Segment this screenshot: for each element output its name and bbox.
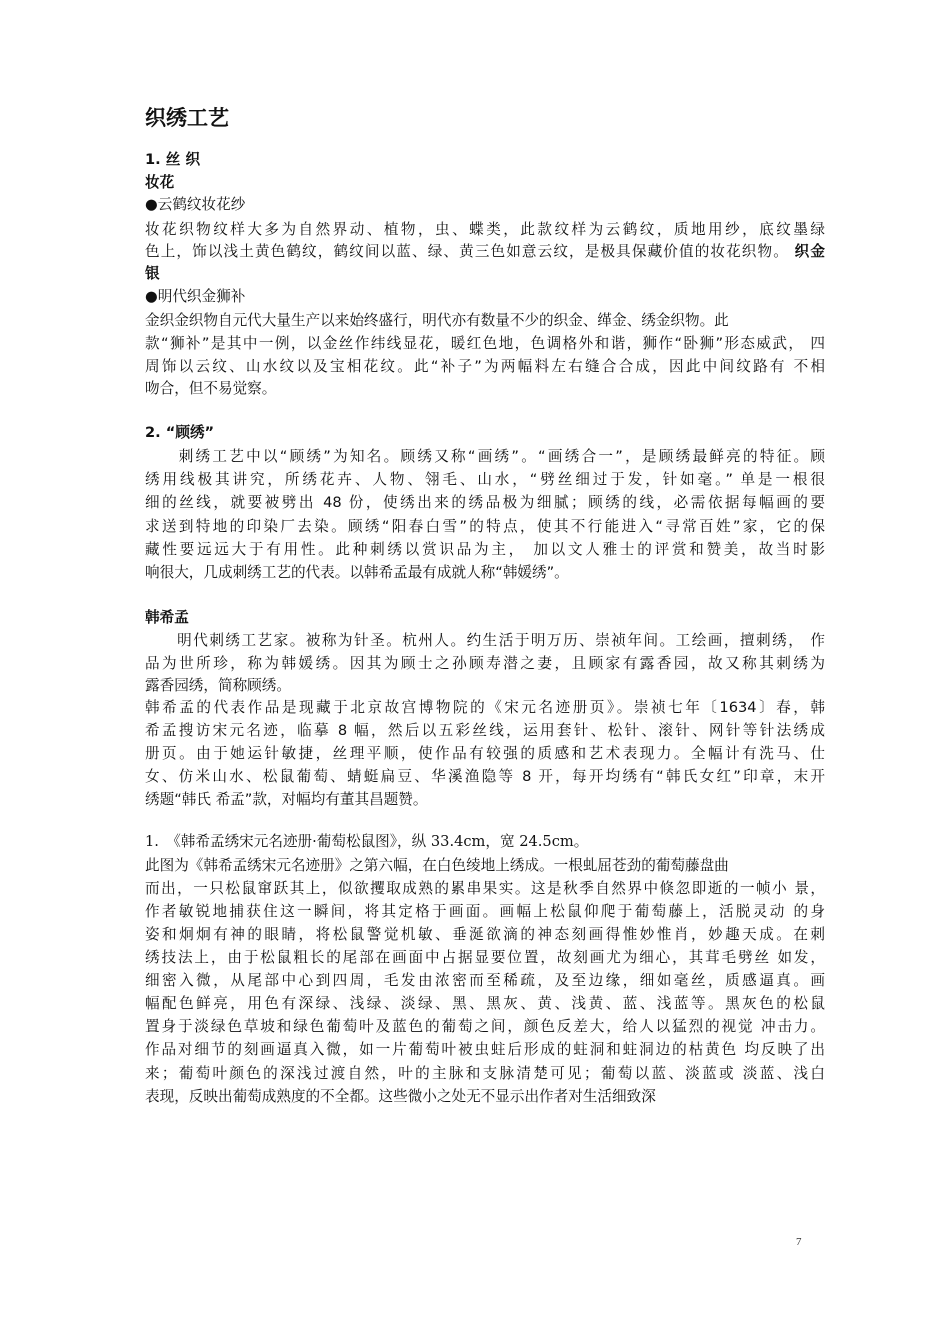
text-line: [145, 447, 825, 467]
text-line: [145, 540, 825, 560]
text-line: [145, 311, 825, 331]
line-text: 绣技法上，由于松鼠粗长的尾部在画面中占据显要位置，故刻画尤为细心，其茸毛劈丝 如发，: [145, 949, 825, 966]
line-text: 露香园绣，简称顾绣。: [145, 677, 291, 694]
line-text: ●明代织金狮补: [145, 288, 246, 305]
text-line: [145, 334, 825, 354]
text-line: [145, 1040, 825, 1060]
text-line: [145, 563, 825, 583]
line-text: 作者敏锐地捕获住这一瞬间，将其定格于画面。画幅上松鼠仰爬于葡萄藤上，活脱灵动 的身: [145, 903, 825, 920]
text-line: [145, 1064, 825, 1084]
text-line: [145, 902, 825, 922]
text-line: [145, 631, 825, 651]
line-text: 韩希孟: [145, 609, 189, 626]
text-line: [145, 220, 825, 240]
line-text: 绣题“韩氏 希孟”款，对幅均有董其昌题赞。: [145, 791, 428, 808]
text-line: [145, 948, 825, 968]
line-text: 细的丝线，就要被劈出 48 份，使绣出来的绣品极为细腻；顾绣的线，必需依据每幅画的要: [145, 494, 825, 511]
text-line: [145, 379, 825, 399]
text-line: [145, 698, 825, 718]
line-text: 吻合，但不易觉察。: [145, 380, 277, 397]
text-line: [145, 287, 825, 307]
text-line: [145, 832, 825, 852]
text-line: [145, 790, 825, 810]
line-text: 色上，饰以浅土黄色鹤纹，鹤纹间以蓝、绿、黄三色如意云纹，是极具保藏价值的妆花织物。: [145, 243, 795, 260]
text-line: [145, 994, 825, 1014]
line-text: 银: [145, 265, 160, 282]
text-line: [145, 654, 825, 674]
line-text: 藏性要远远大于有用性。此种刺绣以赏识品为主， 加以文人雅士的评赏和赞美，故当时影: [145, 541, 825, 558]
line-text: 而出，一只松鼠窜跃其上，似欲攫取成熟的累串果实。这是秋季自然界中倏忽即逝的一帧小 景，: [145, 880, 825, 897]
text-line: [145, 971, 825, 991]
text-line: [145, 357, 825, 377]
text-line: [145, 423, 825, 443]
line-text: 置身于淡绿色草坡和绿色葡萄叶及蓝色的葡萄之间，颜色反差大，给人以猛烈的视觉 冲击力。: [145, 1018, 825, 1035]
text-line: [145, 1017, 825, 1037]
text-line: [145, 676, 825, 696]
text-line: [145, 767, 825, 787]
text-line: [145, 470, 825, 490]
text-line: [145, 856, 825, 876]
text-line: [145, 721, 825, 741]
line-text: 绣用线极其讲究，所绣花卉、人物、翎毛、山水，“劈丝细过于发，针如毫。” 单是一根很: [145, 471, 825, 488]
text-line: [145, 879, 825, 899]
text-line: [145, 264, 825, 284]
line-text: 细密入微，从尾部中心到四周，毛发由浓密而至稀疏，及至边缘，细如毫丝，质感逼真。画: [145, 972, 825, 989]
text-line: [145, 493, 825, 513]
text-line: [145, 173, 825, 193]
line-text: 此图为《韩希孟绣宋元名迹册》之第六幅，在白色绫地上绣成。一根虬屈苍劲的葡萄藤盘曲: [145, 857, 729, 874]
line-text: 作品对细节的刻画逼真入微，如一片葡萄叶被虫蛀后形成的蛀洞和蛀洞边的枯黄色 均反映了出: [145, 1041, 825, 1058]
line-text: 2. “顾绣”: [145, 424, 215, 441]
page-title: 织绣工艺: [145, 106, 229, 130]
text-line: [145, 150, 825, 170]
page-number: 7: [796, 1236, 802, 1248]
line-text: 希孟搜访宋元名迹，临摹 8 幅，然后以五彩丝线，运用套针、松针、滚针、网针等针法绣成: [145, 722, 825, 739]
text-line: [145, 744, 825, 764]
text-line: [145, 925, 825, 945]
line-text: 响很大，几成刺绣工艺的代表。以韩希孟最有成就人称“韩媛绣”。: [145, 564, 569, 581]
line-text: 品为世所珍，称为韩媛绣。因其为顾士之孙顾寿潜之妻，且顾家有露香园，故又称其刺绣为: [145, 655, 825, 672]
line-text: 女、仿米山水、松鼠葡萄、蜻蜓扁豆、华溪渔隐等 8 开，每开均绣有“韩氏女红”印章，末开: [145, 768, 825, 785]
line-text: 表现，反映出葡萄成熟度的不全都。这些微小之处无不显示出作者对生活细致深: [145, 1088, 656, 1105]
line-text: 册页。由于她运针敏捷，丝理平顺，使作品有较强的质感和艺术表现力。全幅计有洗马、仕: [145, 745, 825, 762]
line-text: 来；葡萄叶颜色的深浅过渡自然，叶的主脉和支脉清楚可见；葡萄以蓝、淡蓝或 淡蓝、浅白: [145, 1065, 825, 1082]
line-text: 韩希孟的代表作品是现藏于北京故宫博物院的《宋元名迹册页》。崇祯七年〔1634〕春，韩: [145, 699, 825, 716]
line-text: 刺绣工艺中以“顾绣”为知名。顾绣又称“画绣”。“画绣合一”，是顾绣最鲜亮的特征。顾: [145, 448, 825, 465]
text-line: [145, 195, 825, 215]
line-text: 金织金织物自元代大量生产以来始终盛行，明代亦有数量不少的织金、缂金、绣金织物。此: [145, 312, 729, 329]
section-heading-inline: 织金: [794, 243, 825, 260]
line-text: 妆花织物纹样大多为自然界动、植物，虫、蝶类，此款纹样为云鹤纹，质地用纱，底纹墨绿: [145, 221, 825, 238]
line-text: 1. 《韩希孟绣宋元名迹册·葡萄松鼠图》，纵 33.4cm，宽 24.5cm。: [145, 833, 589, 850]
line-text: ●云鹤纹妆花纱: [145, 196, 246, 213]
line-text: 求送到特地的印染厂去染。顾绣“阳春白雪”的特点，使其不行能进入“寻常百姓”家，它的保: [145, 518, 825, 535]
text-line: [145, 517, 825, 537]
text-line: [145, 608, 825, 628]
text-line: [145, 1087, 825, 1107]
line-text: 姿和炯炯有神的眼睛，将松鼠警觉机敏、垂涎欲滴的神态刻画得惟妙惟肖，妙趣天成。在刺: [145, 926, 825, 943]
line-text: 妆花: [145, 174, 175, 191]
line-text: 周饰以云纹、山水纹以及宝相花纹。此“补子”为两幅料左右缝合合成，因此中间纹路有 不相: [145, 358, 825, 375]
line-text: 明代刺绣工艺家。被称为针圣。杭州人。约生活于明万历、崇祯年间。工绘画，擅刺绣， 作: [145, 632, 825, 649]
line-text: 1. 丝 织: [145, 151, 201, 168]
line-text: 款“狮补”是其中一例，以金丝作纬线显花，暖红色地，色调格外和谐，狮作“卧狮”形态威武， 四: [145, 335, 825, 352]
line-text: 幅配色鲜亮，用色有深绿、浅绿、淡绿、黑、黑灰、黄、浅黄、蓝、浅蓝等。黑灰色的松鼠: [145, 995, 825, 1012]
text-line: [145, 242, 825, 262]
